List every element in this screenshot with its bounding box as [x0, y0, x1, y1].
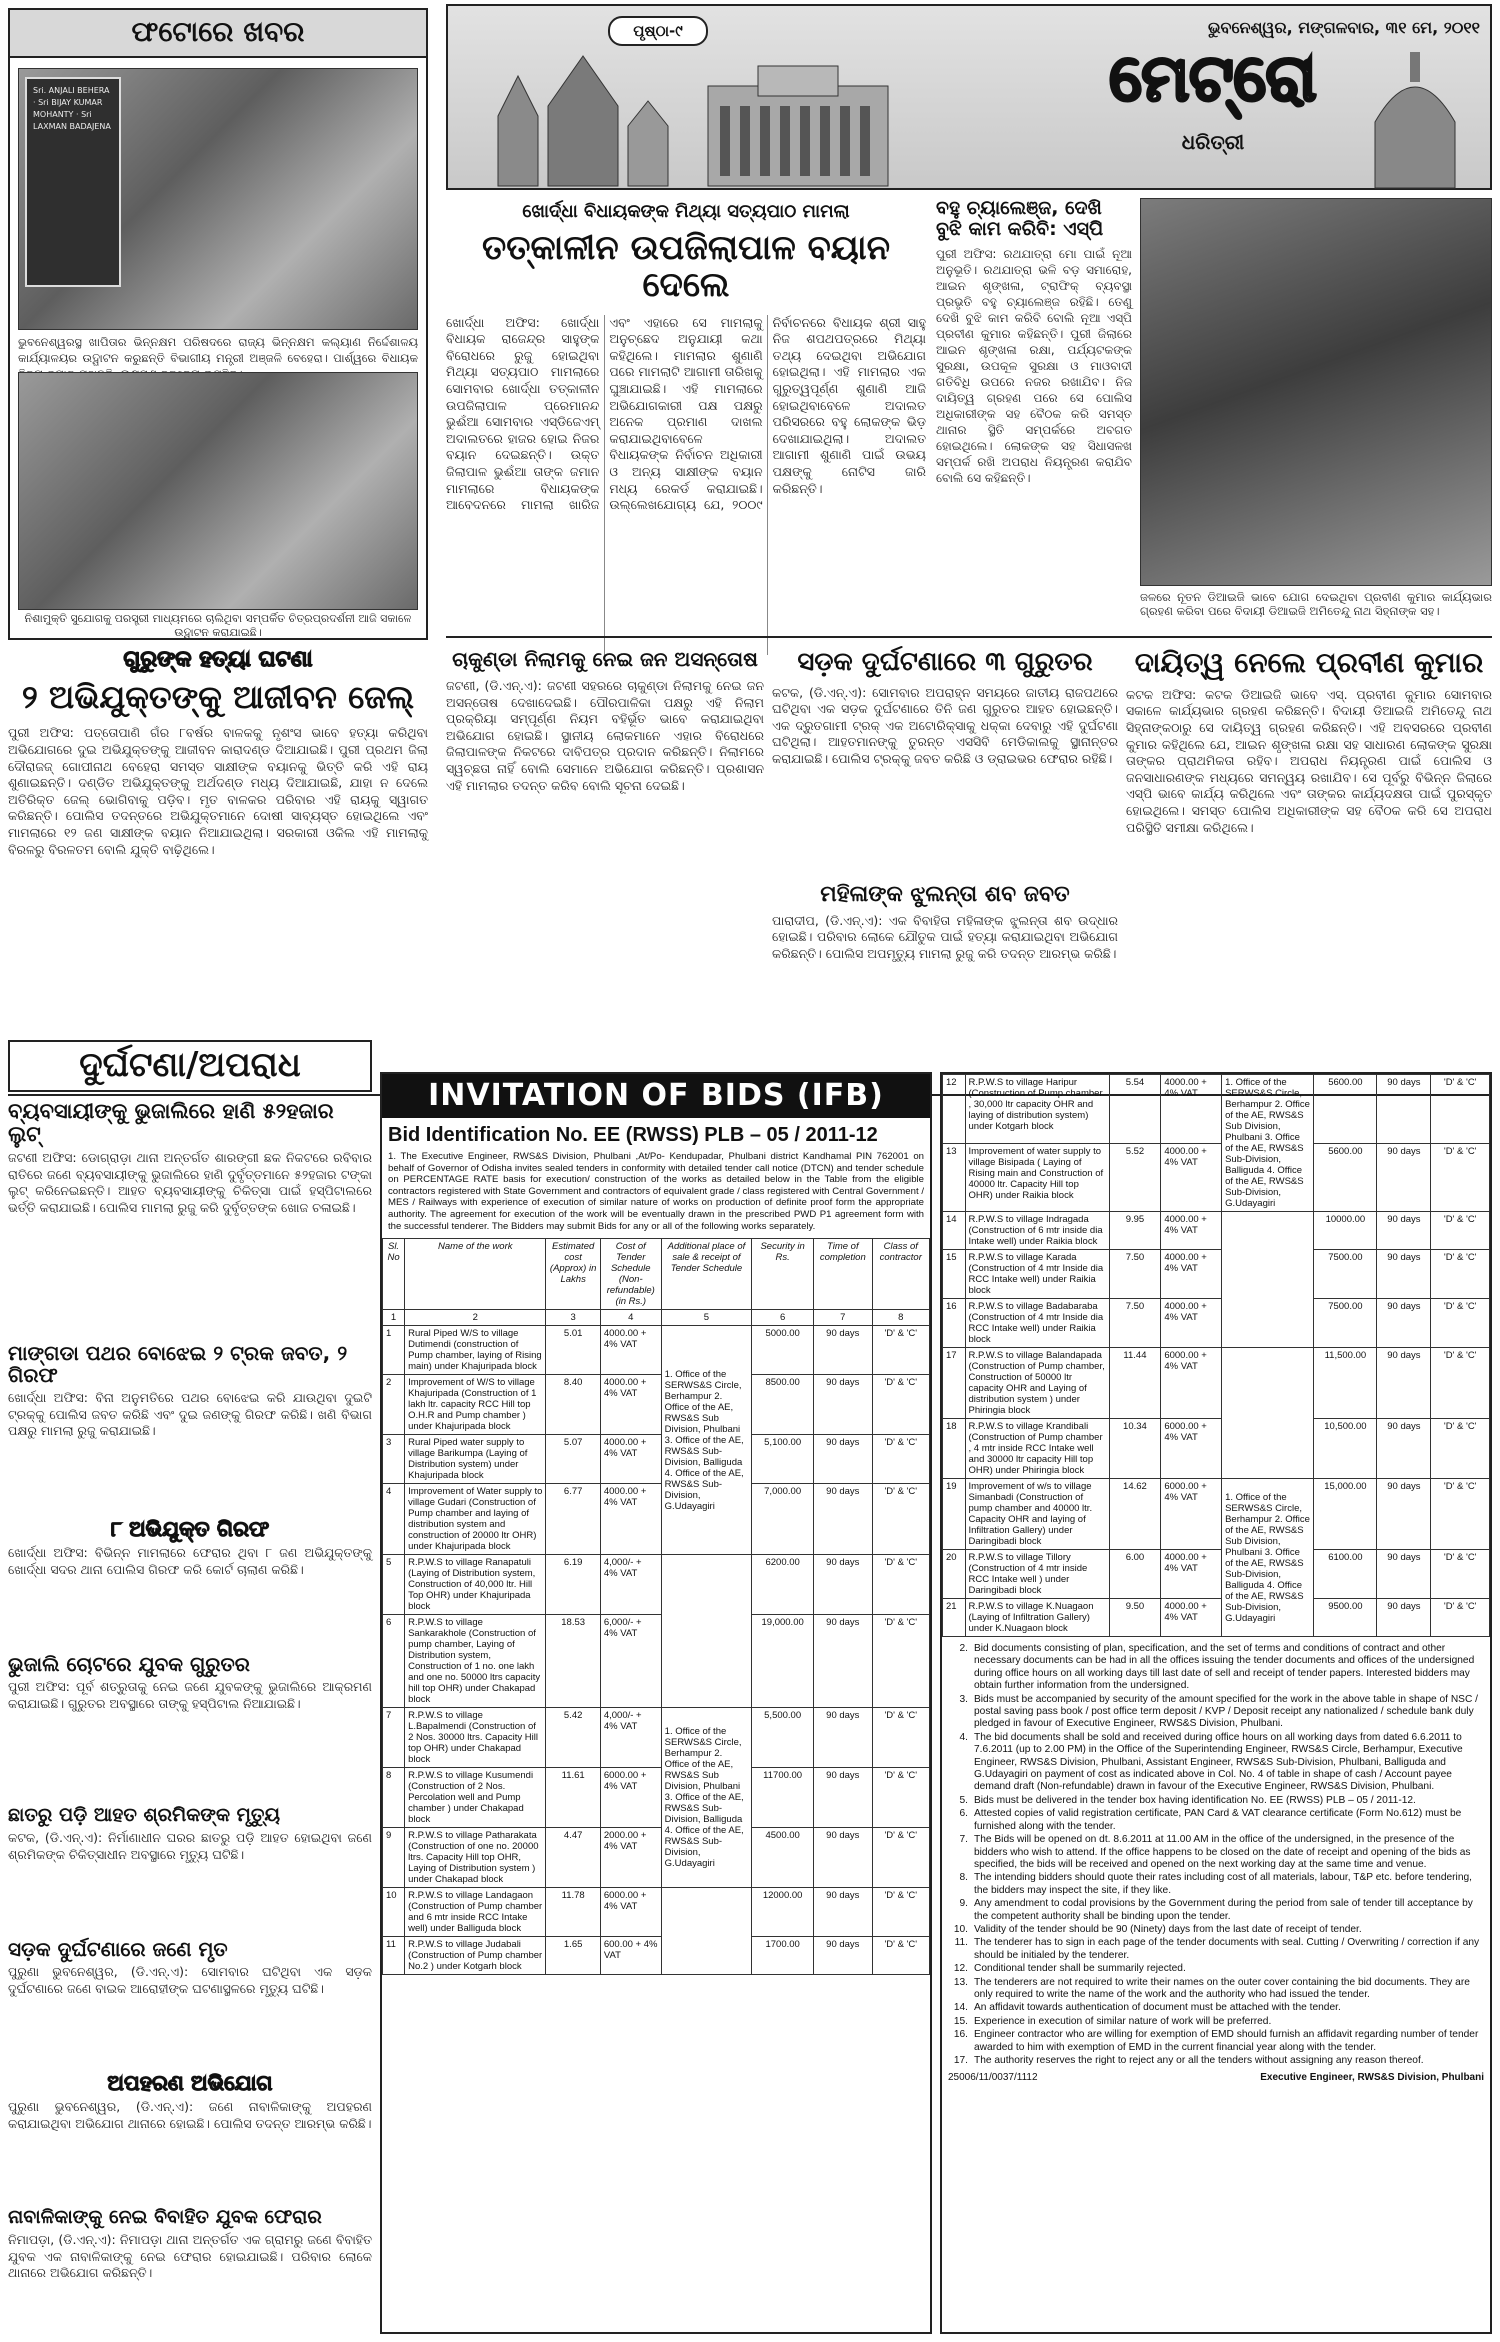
crime-item-body: ପୁରୁଣା ଭୁବନେଶ୍ୱର, (ଡି.ଏନ୍.ଏ): ଜଣେ ନାବାଳିକାଙ୍କୁ ଅପହରଣ କରାଯାଇଥିବା ଅଭିଯୋଗ ଥାନାରେ ହୋଇଛି। ପୋଲିସ ତଦନ୍ତ ଆରମ୍ଭ କରିଛି।	[8, 2099, 372, 2131]
note-item: 9. Any amendment to codal provisions by the Government during the period from sale of tender till acceptance by the competent authority shall be binding upon the tender.	[959, 1898, 1473, 1922]
cell-work: Improvement of Water supply to village Gudari (Construction of Pump chamber and laying of distribution system and construction of 20000 ltr OHR) under Khajuripada block	[405, 1484, 546, 1555]
ifb-notes	[942, 1637, 1490, 2067]
bid-table-left	[382, 1238, 930, 1975]
cell-sl: 7	[383, 1708, 405, 1768]
note-item: 7. The Bids will be opened on dt. 8.6.2011 at 11.00 AM in the office of the undersigned, in the presence of the bidders who wish to attend. If the office happens to be closed on the date of receipt and opening of the bids as specified, the bids will be received and opened on the next working day at the same time and venue.	[959, 1834, 1471, 1870]
cell-schedule: 4000.00 + 4% VAT	[1161, 1299, 1222, 1348]
cell-schedule: 2000.00 + 4% VAT	[600, 1828, 661, 1888]
cell-time: 90 days	[1377, 1599, 1431, 1637]
crime-item	[8, 1805, 372, 1930]
masthead	[446, 4, 1492, 190]
table-row	[943, 1348, 1490, 1419]
table-row	[383, 1555, 930, 1615]
table-colnum-row	[383, 1310, 930, 1326]
table-row	[943, 1599, 1490, 1637]
cell-schedule: 4000.00 + 4% VAT	[1161, 1212, 1222, 1250]
cell-time: 90 days	[1377, 1550, 1431, 1599]
crime-item-headline: ୮ ଅଭିଯୁକ୍ତ ଗିରଫ	[110, 1517, 270, 1542]
sp-headline: ବହୁ ଚ୍ୟାଲେଞ୍ଜ, ଦେଖି ବୁଝି କାମ କରିବି: ଏସ୍‌ପି	[936, 197, 1104, 240]
cell-sl: 2	[383, 1375, 405, 1435]
dig-story	[1126, 648, 1492, 1088]
table-row	[383, 1937, 930, 1975]
cell-sl: 15	[943, 1250, 966, 1299]
crime-item	[8, 2072, 372, 2199]
cell-sl: 16	[943, 1299, 966, 1348]
cell-class: 'D' & 'C'	[1431, 1075, 1490, 1144]
cell-class: 'D' & 'C'	[1431, 1299, 1490, 1348]
cell-class: 'D' & 'C'	[1431, 1599, 1490, 1637]
cell-work: R.P.W.S to village K.Nuagaon (Laying of Infiltration Gallery) under K.Nuagaon block	[965, 1599, 1109, 1637]
cell-places	[661, 1555, 752, 1708]
crime-item-headline: ସଡ଼କ ଦୁର୍ଘଟଣାରେ ଜଣେ ମୃତ	[8, 1937, 228, 1962]
table-row	[383, 1435, 930, 1484]
cell-work: Improvement of W/S to village Khajuripada (Construction of 1 lakh ltr. capacity RCC Hill top O.H.R and Pump chamber ) under Khajuripada block	[405, 1375, 546, 1435]
cell-time: 90 days	[1377, 1075, 1431, 1144]
cell-sl: 20	[943, 1550, 966, 1599]
dig-body: କଟକ ଅଫିସ: କଟକ ଡିଆଇଜି ଭାବେ ଏସ୍. ପ୍ରବୀଣ କୁମାର ସୋମବାର ସକାଳେ କାର୍ଯ୍ୟଭାର ଗ୍ରହଣ କରିଛନ୍ତି। ବିଦାୟୀ ଡିଆଇଜି ଅମିତେନ୍ଦୁ ନାଥ ସିହ୍ନାଙ୍କଠାରୁ ସେ ଦାୟିତ୍ୱ ଗ୍ରହଣ କରିଛନ୍ତି। ଏହି ଅବସରରେ ପ୍ରବୀଣ କୁମାର କହିଥିଲେ ଯେ, ଆଇନ ଶୃଙ୍ଖଳା ରକ୍ଷା ସହ ସାଧାରଣ ଲୋକଙ୍କ ସୁରକ୍ଷା ତାଙ୍କର ପ୍ରାଥମିକତା ରହିବ। ଅପରାଧ ନିୟନ୍ତ୍ରଣ ପାଇଁ ପୋଲିସ ଓ ଜନସାଧାରଣଙ୍କ ମଧ୍ୟରେ ସମନ୍ୱୟ ରଖାଯିବ। ସେ ପୂର୍ବରୁ ବିଭିନ୍ନ ଜିଲାରେ ଏସ୍‌ପି ଭାବେ କାର୍ଯ୍ୟ କରିଥିଲେ ଏବଂ ତାଙ୍କର କାର୍ଯ୍ୟଦକ୍ଷତା ପାଇଁ ପୁରସ୍କୃତ ହୋଇଥିଲେ। ସମସ୍ତ ପୋଲିସ ଅଧିକାରୀଙ୍କ ସହ ବୈଠକ କରି ସେ ଅପରାଧ ପରିସ୍ଥିତି ସମୀକ୍ଷା କରିଥିଲେ।	[1126, 686, 1492, 835]
cell-class: 'D' & 'C'	[1431, 1479, 1490, 1550]
ifb-reference: 25006/11/0037/1112	[948, 2072, 1038, 2084]
cell-schedule: 600.00 + 4% VAT	[600, 1937, 661, 1975]
col-number: 8	[872, 1310, 929, 1326]
sp-story	[936, 198, 1132, 630]
table-row	[943, 1250, 1490, 1299]
lead-body: ଖୋର୍ଦ୍ଧା ଅଫିସ: ଖୋର୍ଦ୍ଧା ବିଧାୟକ ରାଜେନ୍ଦ୍ର ସାହୁଙ୍କ ବିରୋଧରେ ରୁଜୁ ହୋଇଥିବା ମିଥ୍ୟା ସତ୍ୟପାଠ ମାମଲାରେ ସୋମବାର ଖୋର୍ଦ୍ଧା ତତ୍କାଳୀନ ଉପଜିଲାପାଳ ପ୍ରେମାନନ୍ଦ ଭୁଈଁଆ ସୋମବାର ଏସ୍‌ଡିଜେଏମ୍ ଅଦାଲତରେ ହାଜର ହୋଇ ନିଜର ବୟାନ ଦେଇଛନ୍ତି। ଉକ୍ତ ଜିଲାପାଳ ଭୁଈଁଆ ତାଙ୍କ ଜମାନ ମାମଲାରେ ବିଧାୟକଙ୍କ ଆବେଦନରେ ମାମଲା ଖାରିଜ ଏବଂ ଏହାରେ ସେ ମାମଲାକୁ ଅନୁଚ୍ଛେଦ ଅନୁଯାୟୀ କଥା କହିଥିଲେ। ମାମଲାର ଶୁଣାଣି ପରେ ମାମଲାଟି ଆଗାମୀ ତାରିଖକୁ ଘୁଞ୍ଚାଯାଇଛି। ଏହି ମାମଲାରେ ଅଭିଯୋଗକାରୀ ପକ୍ଷ ପକ୍ଷରୁ ଅନେକ ପ୍ରମାଣ ଦାଖଲ କରାଯାଇଥିବାବେଳେ ବିଧାୟକଙ୍କ ନିର୍ବାଚନ ଅଧିକାରୀ ଓ ଅନ୍ୟ ସାକ୍ଷୀଙ୍କ ବୟାନ ମଧ୍ୟ ରେକର୍ଡ କରାଯାଇଛି। ଉଲ୍ଲେଖଯୋଗ୍ୟ ଯେ, ୨୦୦୯ ନିର୍ବାଚନରେ ବିଧାୟକ ଶ୍ରୀ ସାହୁ ନିଜ ଶପଥପତ୍ରରେ ମିଥ୍ୟା ତଥ୍ୟ ଦେଇଥିବା ଅଭିଯୋଗ ହୋଇଥିଲା। ଏହି ମାମଲାର ଏକ ଗୁରୁତ୍ୱପୂର୍ଣ୍ଣ ଶୁଣାଣି ଆଜି ହୋଇଥିବାବେଳେ ଅଦାଲତ ପରିସରରେ ବହୁ ଲୋକଙ୍କ ଭିଡ଼ ଦେଖାଯାଇଥିଲା। ଅଦାଲତ ଆଗାମୀ ଶୁଣାଣି ପାଇଁ ଉଭୟ ପକ୍ଷଙ୍କୁ ନୋଟିସ ଜାରି କରିଛନ୍ତି।	[446, 314, 926, 513]
cell-work: R.P.W.S to village Kusumendi (Construction of 2 Nos. Percolation well and Pump chamber ) under Chakapad block	[405, 1768, 546, 1828]
dateline: ଭୁବନେଶ୍ୱର, ମଙ୍ଗଳବାର, ୩୧ ମେ, ୨୦୧୧	[1207, 18, 1480, 37]
cell-cost: 14.62	[1109, 1479, 1161, 1550]
cell-work: R.P.W.S to village Haripur (Construction of Pump chamber , 30,000 ltr capacity OHR and laying of distribution system) under Kotgarh block	[965, 1075, 1109, 1144]
cell-work: Rural Piped water supply to village Barikumpa (Laying of Distribution system) under Khajuripada block	[405, 1435, 546, 1484]
dome-illustration	[1360, 42, 1470, 188]
cell-places: 1. Office of the SERWS&S Circle, Berhampur 2. Office of the AE, RWS&S Sub Division, Phulbani 3. Office of the AE, RWS&S Sub-Division, Balliguda 4. Office of the AE, RWS&S Sub-Division, G.Udayagiri	[1222, 1479, 1314, 1637]
table-row	[383, 1708, 930, 1768]
cell-security: 10000.00	[1314, 1212, 1377, 1250]
cell-time: 90 days	[814, 1888, 872, 1937]
cell-class: 'D' & 'C'	[1431, 1550, 1490, 1599]
cell-security: 5,100.00	[752, 1435, 814, 1484]
crime-item-body: ଖୋର୍ଦ୍ଧା ଅଫିସ: ବିଭିନ୍ନ ମାମଲାରେ ଫେରାର ଥିବା ୮ ଜଣ ଅଭିଯୁକ୍ତଙ୍କୁ ଖୋର୍ଦ୍ଧା ସଦର ଥାନା ପୋଲିସ ଗିରଫ କରି କୋର୍ଟ ଚାଲାଣ କରିଛି।	[8, 1545, 372, 1577]
cell-work: Improvement of water supply to village Bisipada ( Laying of Rising main and Construction of 40000 ltr. Capacity Hill top OHR) under Raikia block	[965, 1143, 1109, 1212]
cell-cost: 7.50	[1109, 1250, 1161, 1299]
note-item: 13. The tenderers are not required to write their names on the outer cover containing the bid documents. They are only required to write the name of the work and the authority who had issued the tender.	[953, 1976, 1470, 2000]
ifb-footer	[942, 2068, 1490, 2087]
table-row	[943, 1075, 1490, 1144]
cell-class: 'D' & 'C'	[872, 1937, 929, 1975]
col-header: Additional place of sale & receipt of Tender Schedule	[661, 1239, 752, 1310]
ifb-right	[940, 1072, 1492, 2334]
cell-work: R.P.W.S to village Indragada (Construction of 6 mtr inside dia Intake well) under Raikia block	[965, 1212, 1109, 1250]
cell-schedule: 4000.00 + 4% VAT	[600, 1484, 661, 1555]
crime-item-body: ଖୋର୍ଦ୍ଧା ଅଫିସ: ବିନା ଅନୁମତିରେ ପଥର ବୋଝେଇ କରି ଯାଉଥିବା ଦୁଇଟି ଟ୍ରକ୍‌କୁ ପୋଲିସ ଜବତ କରିଛି ଏବଂ ଦୁଇ ଜଣଙ୍କୁ ଗିରଫ କରିଛି। ଖଣି ବିଭାଗ ପକ୍ଷରୁ ମାମଲା ରୁଜୁ କରାଯାଇଛି।	[8, 1390, 372, 1439]
cell-class: 'D' & 'C'	[1431, 1419, 1490, 1479]
cell-cost: 11.61	[546, 1768, 600, 1828]
col-number: 1	[383, 1310, 405, 1326]
table-row	[383, 1375, 930, 1435]
cell-cost: 6.19	[546, 1555, 600, 1615]
cell-places	[661, 1888, 752, 1975]
cell-security: 9500.00	[1314, 1599, 1377, 1637]
cell-schedule: 4000.00 + 4% VAT	[600, 1326, 661, 1375]
cell-sl: 3	[383, 1435, 405, 1484]
cell-cost: 11.44	[1109, 1348, 1161, 1419]
cell-class: 'D' & 'C'	[872, 1375, 929, 1435]
table-row	[943, 1550, 1490, 1599]
cell-security: 5600.00	[1314, 1143, 1377, 1212]
cell-cost: 18.53	[546, 1615, 600, 1708]
cell-places: 1. Office of the SERWS&S Circle, Berhampur 2. Office of the AE, RWS&S Sub Division, Phulbani 3. Office of the AE, RWS&S Sub-Division, Balliguda 4. Office of the AE, RWS&S Sub-Division, G.Udayagiri	[1222, 1075, 1314, 1212]
cell-cost: 5.54	[1109, 1075, 1161, 1144]
cell-cost: 5.01	[546, 1326, 600, 1375]
auction-headline: ଚାକୁଣ୍ଡା ନିଲାମକୁ ନେଇ ଜନ ଅସନ୍ତୋଷ	[452, 647, 758, 671]
cell-schedule: 4,000/- + 4% VAT	[600, 1708, 661, 1768]
cell-time: 90 days	[814, 1768, 872, 1828]
cell-schedule: 6000.00 + 4% VAT	[1161, 1479, 1222, 1550]
cell-sl: 8	[383, 1768, 405, 1828]
cell-class: 'D' & 'C'	[1431, 1348, 1490, 1419]
plaque: Sri. ANJALI BEHERA · Sri BIJAY KUMAR MOHANTY · Sri LAXMAN BADAJENA	[25, 77, 121, 287]
ifb-left	[380, 1072, 932, 2334]
crime-item	[8, 2207, 372, 2342]
cell-security: 19,000.00	[752, 1615, 814, 1708]
cell-work: R.P.W.S to village Karada (Construction of 4 mtr Inside dia RCC Intake well) under Raikia block	[965, 1250, 1109, 1299]
cell-time: 90 days	[814, 1326, 872, 1375]
table-row	[943, 1419, 1490, 1479]
col-header: Estimated cost (Approx) in Lakhs	[546, 1239, 600, 1310]
cell-schedule: 4000.00 + 4% VAT	[600, 1435, 661, 1484]
ifb-bid-id: Bid Identification No. EE (RWSS) PLB – 05 / 2011-12	[388, 1124, 878, 1146]
note-item: 10. Validity of the tender should be 90 (Ninety) days from the last date of receipt of tender.	[953, 1923, 1362, 1935]
cell-sl: 1	[383, 1326, 405, 1375]
cell-schedule: 4,000/- + 4% VAT	[600, 1555, 661, 1615]
sp-body: ପୁରୀ ଅଫିସ: ରଥଯାତ୍ରା ମୋ ପାଇଁ ନୂଆ ଅନୁଭୂତି। ରଥଯାତ୍ରା ଭଳି ବଡ଼ ସମାରୋହ, ଆଇନ ଶୃଙ୍ଖଳା, ଟ୍ରାଫିକ୍ ବ୍ୟବସ୍ଥା ପ୍ରଭୃତି ବହୁ ଚ୍ୟାଲେଞ୍ଜ ରହିଛି। ତେଣୁ ଦେଖି ବୁଝି କାମ କରିବି ବୋଲି ନୂଆ ଏସ୍‌ପି ପ୍ରବୀଣ କୁମାର କହିଛନ୍ତି। ପୁରୀ ଜିଲାରେ ଆଇନ ଶୃଙ୍ଖଳା ରକ୍ଷା, ପର୍ଯ୍ୟଟକଙ୍କ ସୁରକ୍ଷା, ଉପକୂଳ ସୁରକ୍ଷା ଓ ମାଓବାଦୀ ଗତିବିଧି ଉପରେ ନଜର ରଖାଯିବ। ନିଜ ଦାୟିତ୍ୱ ଗ୍ରହଣ ପରେ ସେ ପୋଲିସ ଅଧିକାରୀଙ୍କ ସହ ବୈଠକ କରି ସମସ୍ତ ଥାନାର ସ୍ଥିତି ସମ୍ପର୍କରେ ଅବଗତ ହୋଇଥିଲେ। ଲୋକଙ୍କ ସହ ସିଧାସଳଖ ସମ୍ପର୍କ ରଖି ଅପରାଧ ନିୟନ୍ତ୍ରଣ କରାଯିବ ବୋଲି ସେ କହିଛନ୍ତି।	[936, 246, 1132, 485]
note-item: 12. Conditional tender shall be summarily rejected.	[953, 1963, 1186, 1975]
murder-kicker: ଗୁରୁଙ୍କ ହତ୍ୟା ଘଟଣା	[123, 647, 313, 672]
crime-item	[8, 1653, 372, 1797]
crime-item-body: ନିମାପଡ଼ା, (ଡି.ଏନ୍.ଏ): ନିମାପଡ଼ା ଥାନା ଅନ୍ତର୍ଗତ ଏକ ଗ୍ରାମରୁ ଜଣେ ବିବାହିତ ଯୁବକ ଏକ ନାବାଳିକାଙ୍କୁ ନେଇ ଫେରାର ହୋଇଯାଇଛି। ପରିବାର ଲୋକେ ଥାନାରେ ଅଭିଯୋଗ କରିଛନ୍ତି।	[8, 2232, 372, 2281]
cell-sl: 18	[943, 1419, 966, 1479]
cell-schedule: 6,000/- + 4% VAT	[600, 1615, 661, 1708]
murder-headline: ୨ ଅଭିଯୁକ୍ତଙ୍କୁ ଆଜୀବନ ଜେଲ୍	[21, 678, 415, 717]
auction-body: ଜଟଣୀ, (ଡି.ଏନ୍.ଏ): ଜଟଣୀ ସହରରେ ଚାକୁଣ୍ଡା ନିଲାମକୁ ନେଇ ଜନ ଅସନ୍ତୋଷ ଦେଖାଦେଇଛି। ପୌରପାଳିକା ପକ୍ଷରୁ ଏହି ନିଲାମ ପ୍ରକ୍ରିୟା ସମ୍ପୂର୍ଣ୍ଣ ନିୟମ ବହିର୍ଭୂତ ଭାବେ କରାଯାଇଥିବା ଅଭିଯୋଗ ହୋଇଛି। ସ୍ଥାନୀୟ ଲୋକମାନେ ଏହାର ବିରୋଧରେ ଜିଲାପାଳଙ୍କ ନିକଟରେ ଦାବିପତ୍ର ପ୍ରଦାନ କରିଛନ୍ତି। ନିଲାମରେ ସ୍ୱଚ୍ଛତା ନାହିଁ ବୋଲି ସେମାନେ ଅଭିଯୋଗ କରିଛନ୍ତି। ପ୍ରଶାସନ ଏହି ମାମଲାର ତଦନ୍ତ କରିବ ବୋଲି ସୂଚନା ଦେଇଛି।	[446, 678, 764, 793]
sp-photo-caption: ଜଳରେ ନୂତନ ଡିଆଇଜି ଭାବେ ଯୋଗ ଦେଇଥିବା ପ୍ରବୀଣ କୁମାର କାର୍ଯ୍ୟଭାର ଗ୍ରହଣ କରିବା ପରେ ବିଦାୟୀ ଡିଆଇଜି ଅମିତେନ୍ଦୁ ନାଥ ସିହ୍ନାଙ୍କ ସହ।	[1140, 590, 1492, 618]
note-item: 11. The tenderer has to sign in each page of the tender documents with seal. Cutting / Overwriting / correction if any should be initialed by the tenderer.	[954, 1937, 1480, 1961]
table-row	[943, 1299, 1490, 1348]
photo-inauguration	[18, 68, 418, 330]
crime-header: ଦୁର୍ଘଟଣା/ଅପରାଧ	[8, 1040, 372, 1092]
divider	[446, 636, 1492, 638]
col-number: 5	[661, 1310, 752, 1326]
cell-sl: 6	[383, 1615, 405, 1708]
cell-security: 5600.00	[1314, 1075, 1377, 1144]
cell-cost: 5.07	[546, 1435, 600, 1484]
crime-item-headline: ଛାତରୁ ପଡ଼ି ଆହତ ଶ୍ରମିକଙ୍କ ମୃତ୍ୟୁ	[8, 1804, 281, 1827]
cell-sl: 4	[383, 1484, 405, 1555]
lead-headline: ତତ୍କାଳୀନ ଉପଜିଲାପାଳ ବୟାନ ଦେଲେ	[481, 227, 890, 306]
cell-sl: 9	[383, 1828, 405, 1888]
ifb-intro: 1. The Executive Engineer, RWS&S Division, Phulbani ,At/Po- Kendupadar, Phulbani district Kandhamal PIN 762001 on behalf of Governor of Odisha invites sealed tenders in conformity with detailed tender call notice (DTCN) and tender schedule on PERCENTAGE RATE basis for execution/ construction of the works as detailed below in the Table from the eligible contractors registered with State Government and contractors of equivalent grade / class registered with Central Government / MES / Railways with experience of execution of similar nature of works on production of definite proof form the appropriate authority. The agreement for execution of the work will be eventually drawn in the prescribed PWD P1 agreement form with the successful tenderer. The Bidders may submit Bids for any or all of the following works separately.	[388, 1151, 924, 1232]
cell-work: R.P.W.S to village Tillory (Construction of 4 mtr inside RCC Intake well ) under Daringibadi block	[965, 1550, 1109, 1599]
cell-cost: 5.42	[546, 1708, 600, 1768]
page-number-badge: ପୃଷ୍ଠା-୯	[608, 16, 708, 46]
crime-item	[8, 1518, 372, 1645]
table-row	[383, 1768, 930, 1828]
cell-security: 7,000.00	[752, 1484, 814, 1555]
cell-security: 7500.00	[1314, 1250, 1377, 1299]
cell-security: 5,500.00	[752, 1708, 814, 1768]
note-item: 16. Engineer contractor who are willing for exemption of EMD should furnish an affidavit regarding number of tender awarded to him with exemption of EMD in the current financial year along with the tender.	[953, 2029, 1479, 2053]
cell-class: 'D' & 'C'	[1431, 1143, 1490, 1212]
crime-column	[8, 1040, 372, 2335]
note-item: 3. Bids must be accompanied by security of the amount specified for the work in the above table in shape of NSC / postal saving pass book / post office term deposit / KVP / Deposit receipt any nationalized / schedule bank duly pledged in favour of Executive Engineer, RWS&S Division, Phulbani.	[959, 1693, 1478, 1730]
cell-schedule: 6000.00 + 4% VAT	[600, 1768, 661, 1828]
cell-places	[1222, 1212, 1314, 1348]
cell-sl: 10	[383, 1888, 405, 1937]
note-item: 8. The intending bidders should quote their rates including cost of all materials, labour, T&P etc. before tendering, the bidders may inspect the site, if they like.	[959, 1872, 1472, 1896]
cell-cost: 9.95	[1109, 1212, 1161, 1250]
cell-time: 90 days	[814, 1615, 872, 1708]
cell-cost: 6.77	[546, 1484, 600, 1555]
note-item: 17. The authority reserves the right to reject any or all the tenders without assigning any reason thereof.	[953, 2055, 1424, 2066]
cell-schedule: 4000.00 + 4% VAT	[1161, 1143, 1222, 1212]
photo-sp-handshake	[1140, 198, 1492, 586]
table-row	[943, 1143, 1490, 1212]
cell-schedule: 6000.00 + 4% VAT	[600, 1888, 661, 1937]
cell-class: 'D' & 'C'	[1431, 1212, 1490, 1250]
cell-class: 'D' & 'C'	[1431, 1250, 1490, 1299]
cell-work: R.P.W.S to village Ranapatuli (Laying of Distribution system, Construction of 40,000 ltr. Hill Top OHR) under Khajuripada block	[405, 1555, 546, 1615]
cell-schedule: 4000.00 + 4% VAT	[1161, 1075, 1222, 1144]
accident-subhead: ମହିଳାଙ୍କ ଝୁଲନ୍ତା ଶବ ଜବତ	[820, 881, 1070, 907]
cell-cost: 5.52	[1109, 1143, 1161, 1212]
cell-security: 11700.00	[752, 1768, 814, 1828]
cell-security: 1700.00	[752, 1937, 814, 1975]
murder-story	[8, 648, 428, 1088]
cell-cost: 1.65	[546, 1937, 600, 1975]
crime-item-headline: ମାଙ୍ଗଡା ପଥର ବୋଝେଇ ୨ ଟ୍ରକ ଜବତ, ୨ ଗିରଫ	[8, 1341, 348, 1388]
cell-security: 4500.00	[752, 1828, 814, 1888]
cell-work: R.P.W.S to village L.Bapalmendi (Construction of 2 Nos. 30000 ltrs. Capacity Hill top OHR) under Chakapad block	[405, 1708, 546, 1768]
cell-class: 'D' & 'C'	[872, 1888, 929, 1937]
col-number: 3	[546, 1310, 600, 1326]
note-item: 6. Attested copies of valid registration certificate, PAN Card & VAT clearance certificate (Form No.612) must be furnished along with the tender.	[959, 1808, 1462, 1832]
note-item: 5. Bids must be delivered in the tender box having identification No. EE (RWSS) PLB – 05 / 2011-12.	[959, 1794, 1416, 1806]
lead-story	[446, 198, 926, 630]
cell-time: 90 days	[814, 1484, 872, 1555]
cell-sl: 19	[943, 1479, 966, 1550]
accident-sub-body: ପାରାଦୀପ, (ଡି.ଏନ୍.ଏ): ଏକ ବିବାହିତା ମହିଳାଙ୍କ ଝୁଲନ୍ତା ଶବ ଉଦ୍ଧାର ହୋଇଛି। ପରିବାର ଲୋକେ ଯୌତୁକ ପାଇଁ ହତ୍ୟା କରାଯାଇଥିବା ଅଭିଯୋଗ କରିଛନ୍ତି। ପୋଲିସ ଅପମୃତ୍ୟୁ ମାମଲା ରୁଜୁ କରି ତଦନ୍ତ ଆରମ୍ଭ କରିଛି।	[772, 912, 1118, 961]
crime-item-headline: ଭୁଜାଲି ଚୋଟରେ ଯୁବକ ଗୁରୁତର	[8, 1652, 250, 1677]
col-number: 6	[752, 1310, 814, 1326]
note-item: 14. An affidavit towards authentication of document must be attached with the tender.	[953, 2002, 1341, 2014]
cell-class: 'D' & 'C'	[872, 1484, 929, 1555]
cell-time: 90 days	[1377, 1143, 1431, 1212]
cell-sl: 17	[943, 1348, 966, 1419]
crime-item-body: ପୁରୁଣା ଭୁବନେଶ୍ୱର, (ଡି.ଏନ୍.ଏ): ସୋମବାର ଘଟିଥିବା ଏକ ସଡ଼କ ଦୁର୍ଘଟଣାରେ ଜଣେ ବାଇକ ଆରୋହୀଙ୍କ ଘଟଣାସ୍ଥଳରେ ମୃତ୍ୟୁ ଘଟିଛି।	[8, 1964, 372, 1996]
table-row	[943, 1212, 1490, 1250]
cell-security: 7500.00	[1314, 1299, 1377, 1348]
col-number: 2	[405, 1310, 546, 1326]
col-header: Name of the work	[405, 1239, 546, 1310]
cell-class: 'D' & 'C'	[872, 1708, 929, 1768]
cell-time: 90 days	[814, 1435, 872, 1484]
table-row	[383, 1326, 930, 1375]
crime-item-headline: ଅପହରଣ ଅଭିଯୋଗ	[107, 2071, 273, 2096]
cell-time: 90 days	[814, 1937, 872, 1975]
cell-sl: 11	[383, 1937, 405, 1975]
cell-cost: 10.34	[1109, 1419, 1161, 1479]
cell-places: 1. Office of the SERWS&S Circle, Berhampur 2. Office of the AE, RWS&S Sub Division, Phulbani 3. Office of the AE, RWS&S Sub-Division, Balliguda 4. Office of the AE, RWS&S Sub-Division, G.Udayagiri	[661, 1708, 752, 1888]
cell-work: R.P.W.S to village Judabali (Construction of Pump chamber No.2 ) under Kotgarh block	[405, 1937, 546, 1975]
cell-work: R.P.W.S to village Sankarakhole (Construction of pump chamber, Laying of Distribution system, Construction of 1 no. one lakh and one no. 50000 ltrs capacity hill top OHR) under Chakapad block	[405, 1615, 546, 1708]
cell-security: 12000.00	[752, 1888, 814, 1937]
cell-class: 'D' & 'C'	[872, 1615, 929, 1708]
cell-time: 90 days	[814, 1555, 872, 1615]
lead-kicker: ଖୋର୍ଦ୍ଧା ବିଧାୟକଙ୍କ ମିଥ୍ୟା ସତ୍ୟପାଠ ମାମଲା	[522, 201, 850, 222]
cell-places: 1. Office of the SERWS&S Circle, Berhampur 2. Office of the AE, RWS&S Sub Division, Phulbani 3. Office of the AE, RWS&S Sub-Division, Balliguda 4. Office of the AE, RWS&S Sub-Division, G.Udayagiri	[661, 1326, 752, 1555]
cell-cost: 11.78	[546, 1888, 600, 1937]
col-number: 4	[600, 1310, 661, 1326]
cell-cost: 6.00	[1109, 1550, 1161, 1599]
cell-security: 5000.00	[752, 1326, 814, 1375]
cell-time: 90 days	[814, 1828, 872, 1888]
masthead-title: ମେଟ୍ରୋ	[1109, 42, 1317, 116]
crime-item	[8, 1342, 372, 1510]
photo-news-box	[8, 8, 428, 640]
crime-item-body: ଜଟଣୀ ଅଫିସ: ଡୋଗ୍ରାଡ଼ା ଥାନା ଅନ୍ତର୍ଗତ ଶାରଙ୍ଗୀ ଛକ ନିକଟରେ ରବିବାର ରାତିରେ ଜଣେ ବ୍ୟବସାୟୀଙ୍କୁ ଭୁଜାଲିରେ ହାଣି ଦୁର୍ବୃତ୍ତମାନେ ୫୨ହଜାର ଟଙ୍କା ଲୁଟ୍ କରିନେଇଛନ୍ତି। ଆହତ ବ୍ୟବସାୟୀଙ୍କୁ ଚିକିତ୍ସା ପାଇଁ ହସ୍ପିଟାଲରେ ଭର୍ତ୍ତି କରାଯାଇଛି। ପୋଲିସ ମାମଲା ରୁଜୁ କରି ଦୁର୍ବୃତ୍ତଙ୍କ ଖୋଜ ଚଳାଇଛି।	[8, 1150, 372, 1215]
table-row	[383, 1484, 930, 1555]
cell-schedule: 4000.00 + 4% VAT	[1161, 1599, 1222, 1637]
temple-skyline-illustration	[458, 46, 978, 186]
crime-items	[8, 1100, 372, 2330]
cell-class: 'D' & 'C'	[872, 1326, 929, 1375]
cell-time: 90 days	[1377, 1479, 1431, 1550]
cell-class: 'D' & 'C'	[872, 1828, 929, 1888]
cell-security: 6100.00	[1314, 1550, 1377, 1599]
photo-exhibition	[18, 372, 418, 610]
cell-time: 90 days	[814, 1708, 872, 1768]
cell-places	[1222, 1348, 1314, 1479]
table-row	[383, 1828, 930, 1888]
col-header: Security in Rs.	[752, 1239, 814, 1310]
col-header: Cost of Tender Schedule (Non-refundable) (in Rs.)	[600, 1239, 661, 1310]
cell-schedule: 4000.00 + 4% VAT	[1161, 1250, 1222, 1299]
cell-cost: 8.40	[546, 1375, 600, 1435]
cell-sl: 5	[383, 1555, 405, 1615]
cell-work: R.P.W.S to village Krandibali (Construction of Pump chamber , 4 mtr inside RCC Intake well and 30000 ltr capacity Hill top OHR) under Phiringia block	[965, 1419, 1109, 1479]
note-item: 4. The bid documents shall be sold and received during office hours on all working days from dated 6.6.2011 to 7.6.2011 (up to 2.00 PM) in the Office of the Superintending Engineer, RWS&S Circle, Berhampur, Executive Engineer, RWS&S Division, Phulbani, Assistant Engineer, RWS&S Sub-Division, Phulbani, Balliguda and G.Udayagiri on payment of cost as indicated above in Col. No. 4 of table in shape of cash / Account payee demand draft (Non-refundable) drawn in favour of the Executive Engineer, RWS&S Division, Phulbani.	[959, 1731, 1463, 1793]
cell-work: Rural Piped W/S to village Dutimendi (construction of Pump chamber, laying of Rising main) under Khajuripada block	[405, 1326, 546, 1375]
cell-class: 'D' & 'C'	[872, 1555, 929, 1615]
cell-security: 10,500.00	[1314, 1419, 1377, 1479]
cell-work: Improvement of w/s to village Simanbadi (Construction of pump chamber and 40000 ltr. Capacity OHR and laying of Infiltration Gallery) under Daringibadi block	[965, 1479, 1109, 1550]
table-header-row	[383, 1239, 930, 1310]
cell-schedule: 4000.00 + 4% VAT	[600, 1375, 661, 1435]
table-row	[383, 1615, 930, 1708]
cell-schedule: 6000.00 + 4% VAT	[1161, 1348, 1222, 1419]
cell-security: 6200.00	[752, 1555, 814, 1615]
table-row	[943, 1479, 1490, 1550]
crime-item-body: କଟକ, (ଡି.ଏନ୍.ଏ): ନିର୍ମାଣାଧୀନ ଘରର ଛାତରୁ ପଡ଼ି ଆହତ ହୋଇଥିବା ଜଣେ ଶ୍ରମିକଙ୍କ ଚିକିତ୍ସାଧୀନ ଅବସ୍ଥାରେ ମୃତ୍ୟୁ ଘଟିଛି।	[8, 1830, 372, 1862]
cell-sl: 21	[943, 1599, 966, 1637]
col-header: Sl. No	[383, 1239, 405, 1310]
cell-work: R.P.W.S to village Badabaraba (Construction of 4 mtr Inside dia RCC Intake well) under Raikia block	[965, 1299, 1109, 1348]
cell-time: 90 days	[1377, 1299, 1431, 1348]
cell-cost: 7.50	[1109, 1299, 1161, 1348]
crime-item-headline: ନାବାଳିକାଙ୍କୁ ନେଇ ବିବାହିତ ଯୁବକ ଫେରାର	[8, 2206, 322, 2229]
cell-time: 90 days	[814, 1375, 872, 1435]
cell-schedule: 4000.00 + 4% VAT	[1161, 1550, 1222, 1599]
cell-security: 15,000.00	[1314, 1479, 1377, 1550]
bid-table-right	[942, 1074, 1490, 1637]
accident-headline: ସଡ଼କ ଦୁର୍ଘଟଣାରେ ୩ ଗୁରୁତର	[797, 647, 1093, 677]
crime-item	[8, 1100, 372, 1334]
crime-item-headline: ବ୍ୟବସାୟୀଙ୍କୁ ଭୁଜାଲିରେ ହାଣି ୫୨ହଜାର ଲୁଟ୍	[8, 1099, 334, 1147]
cell-time: 90 days	[1377, 1419, 1431, 1479]
ifb-title: INVITATION OF BIDS (IFB)	[382, 1074, 930, 1118]
cell-cost: 4.47	[546, 1828, 600, 1888]
note-item: 15. Experience in execution of similar nature of work will be preferred.	[953, 2015, 1272, 2027]
accident-story	[772, 648, 1118, 1088]
dig-headline: ଦାୟିତ୍ୱ ନେଲେ ପ୍ରବୀଣ କୁମାର	[1134, 646, 1484, 679]
cell-work: R.P.W.S to village Patharakata (Construction of one no. 20000 ltrs. Capacity Hill top OHR, Laying of Distribution system ) under Chakapad block	[405, 1828, 546, 1888]
note-item: 2. Bid documents consisting of plan, specification, and the set of terms and conditions of contract and other necessary documents can be had in all the offices issuing the tender documents and offices of the undersigned during office hours on all working days till last date of sell and receipt of tender papers. Interested bidders may obtain further information from the undersigned.	[959, 1643, 1475, 1692]
cell-time: 90 days	[1377, 1348, 1431, 1419]
cell-schedule: 6000.00 + 4% VAT	[1161, 1419, 1222, 1479]
masthead-subtitle: ଧରିତ୍ରୀ	[1181, 130, 1245, 154]
cell-class: 'D' & 'C'	[872, 1435, 929, 1484]
cell-time: 90 days	[1377, 1212, 1431, 1250]
col-header: Class of contractor	[872, 1239, 929, 1310]
cell-work: R.P.W.S to village Landagaon (Construction of Pump chamber and 6 mtr inside RCC Intake well) under Balliguda block	[405, 1888, 546, 1937]
murder-body: ପୁରୀ ଅଫିସ: ପତ୍ତୋପାଣି ଗଁର ୮ବର୍ଷର ବାଳକକୁ ନୃଶଂସ ଭାବେ ହତ୍ୟା କରିଥିବା ଅଭିଯୋଗରେ ଦୁଇ ଅଭିଯୁକ୍ତଙ୍କୁ ଆଜୀବନ କାରାଦଣ୍ଡ ଦିଆଯାଇଛି। ପୁରୀ ପ୍ରଥମ ଜିଲା ଦୌରାଜଜ୍ ଗୋପୀନାଥ ବେହେରା ସମସ୍ତ ସାକ୍ଷୀଙ୍କ ବୟାନକୁ ଭିତ୍ତି କରି ଏହି ରାୟ ଶୁଣାଇଛନ୍ତି। ଦଣ୍ଡିତ ଅଭିଯୁକ୍ତଙ୍କୁ ଅର୍ଥଦଣ୍ଡ ମଧ୍ୟ ଦିଆଯାଇଛି, ଯାହା ନ ଦେଲେ ଅତିରିକ୍ତ ଜେଲ୍ ଭୋଗିବାକୁ ପଡ଼ିବ। ମୃତ ବାଳକର ପରିବାର ଏହି ରାୟକୁ ସ୍ୱାଗତ କରିଛନ୍ତି। ପୋଲିସ ତଦନ୍ତରେ ଅଭିଯୁକ୍ତମାନେ ଦୋଷୀ ସାବ୍ୟସ୍ତ ହୋଇଥିଲେ ଏବଂ ମାମଲାରେ ୧୨ ଜଣ ସାକ୍ଷୀଙ୍କ ବୟାନ ନିଆଯାଇଥିଲା। ସରକାରୀ ଓକିଲ ଏହି ମାମଲାକୁ ବିରଳରୁ ବିରଳତମ ବୋଲି ଯୁକ୍ତି ବାଢ଼ିଥିଲେ।	[8, 725, 428, 857]
col-number: 7	[814, 1310, 872, 1326]
col-header: Time of completion	[814, 1239, 872, 1310]
photo-news-header: ଫଟୋରେ ଖବର	[10, 10, 426, 58]
cell-time: 90 days	[1377, 1250, 1431, 1299]
photo-caption-2: ନିଶାମୁକ୍ତି ସୁଯୋଗକୁ ପରସ୍ତ୍ରୀ ମାଧ୍ୟମରେ ଚାଲିଥିବା ସମ୍ପର୍କିତ ଚିତ୍ରପ୍ରଦର୍ଶନୀ ଆଜି ସକାଳେ ଉଦ୍ଘାଟନ କରାଯାଇଛି।	[24, 612, 412, 639]
cell-security: 8500.00	[752, 1375, 814, 1435]
cell-cost: 9.50	[1109, 1599, 1161, 1637]
ifb-signature: Executive Engineer, RWS&S Division, Phulbani	[1260, 2072, 1484, 2084]
cell-work: R.P.W.S to village Balandapada (Construction of Pump chamber, Construction of 50000 ltr capacity OHR and Laying of distribution system ) under Phiringia block	[965, 1348, 1109, 1419]
photo-caption-1: ଭୁବନେଶ୍ୱରସ୍ଥ ଖାପିତାର ଭିନ୍ନକ୍ଷମ ପରିଷଦରେ ରାଜ୍ୟ ଭିନ୍ନକ୍ଷମ କଲ୍ୟାଣ ନିର୍ଦ୍ଦେଶାଳୟ କାର୍ଯ୍ୟାଳୟର ଉଦ୍ଘାଟନ କରୁଛନ୍ତି ବିଭାଗୀୟ ମନ୍ତ୍ରୀ ଅଞ୍ଜଳି ବେହେରା। ପାର୍ଶ୍ୱରେ ବିଧାୟକ	[18, 335, 418, 365]
accident-body: କଟକ, (ଡି.ଏନ୍.ଏ): ସୋମବାର ଅପରାହ୍ନ ସମୟରେ ଜାତୀୟ ରାଜପଥରେ ଘଟିଥିବା ଏକ ସଡ଼କ ଦୁର୍ଘଟଣାରେ ତିନି ଜଣ ଗୁରୁତର ଆହତ ହୋଇଛନ୍ତି। ଏକ ଦ୍ରୁତଗାମୀ ଟ୍ରକ୍ ଏକ ଅଟୋରିକ୍ସାକୁ ଧକ୍କା ଦେବାରୁ ଏହି ଦୁର୍ଘଟଣା ଘଟିଥିଲା। ଆହତମାନଙ୍କୁ ତୁରନ୍ତ ଏସସିବି ମେଡିକାଲକୁ ସ୍ଥାନାନ୍ତର କରାଯାଇଛି। ପୋଲିସ ଟ୍ରକ୍‌କୁ ଜବତ କରିଛି ଓ ଡ୍ରାଇଭର ଫେରାର ରହିଛି।	[772, 684, 1118, 766]
cell-security: 11,500.00	[1314, 1348, 1377, 1419]
cell-class: 'D' & 'C'	[872, 1768, 929, 1828]
cell-sl: 14	[943, 1212, 966, 1250]
cell-sl: 12	[943, 1075, 966, 1144]
table-row	[383, 1888, 930, 1937]
auction-story	[446, 648, 764, 1088]
crime-item-body: ପୁରୀ ଅଫିସ: ପୂର୍ବ ଶତ୍ରୁତାକୁ ନେଇ ଜଣେ ଯୁବକଙ୍କୁ ଭୁଜାଲିରେ ଆକ୍ରମଣ କରାଯାଇଛି। ଗୁରୁତର ଅବସ୍ଥାରେ ତାଙ୍କୁ ହସ୍ପିଟାଲ ନିଆଯାଇଛି।	[8, 1679, 372, 1711]
crime-item	[8, 1938, 372, 2064]
cell-sl: 13	[943, 1143, 966, 1212]
